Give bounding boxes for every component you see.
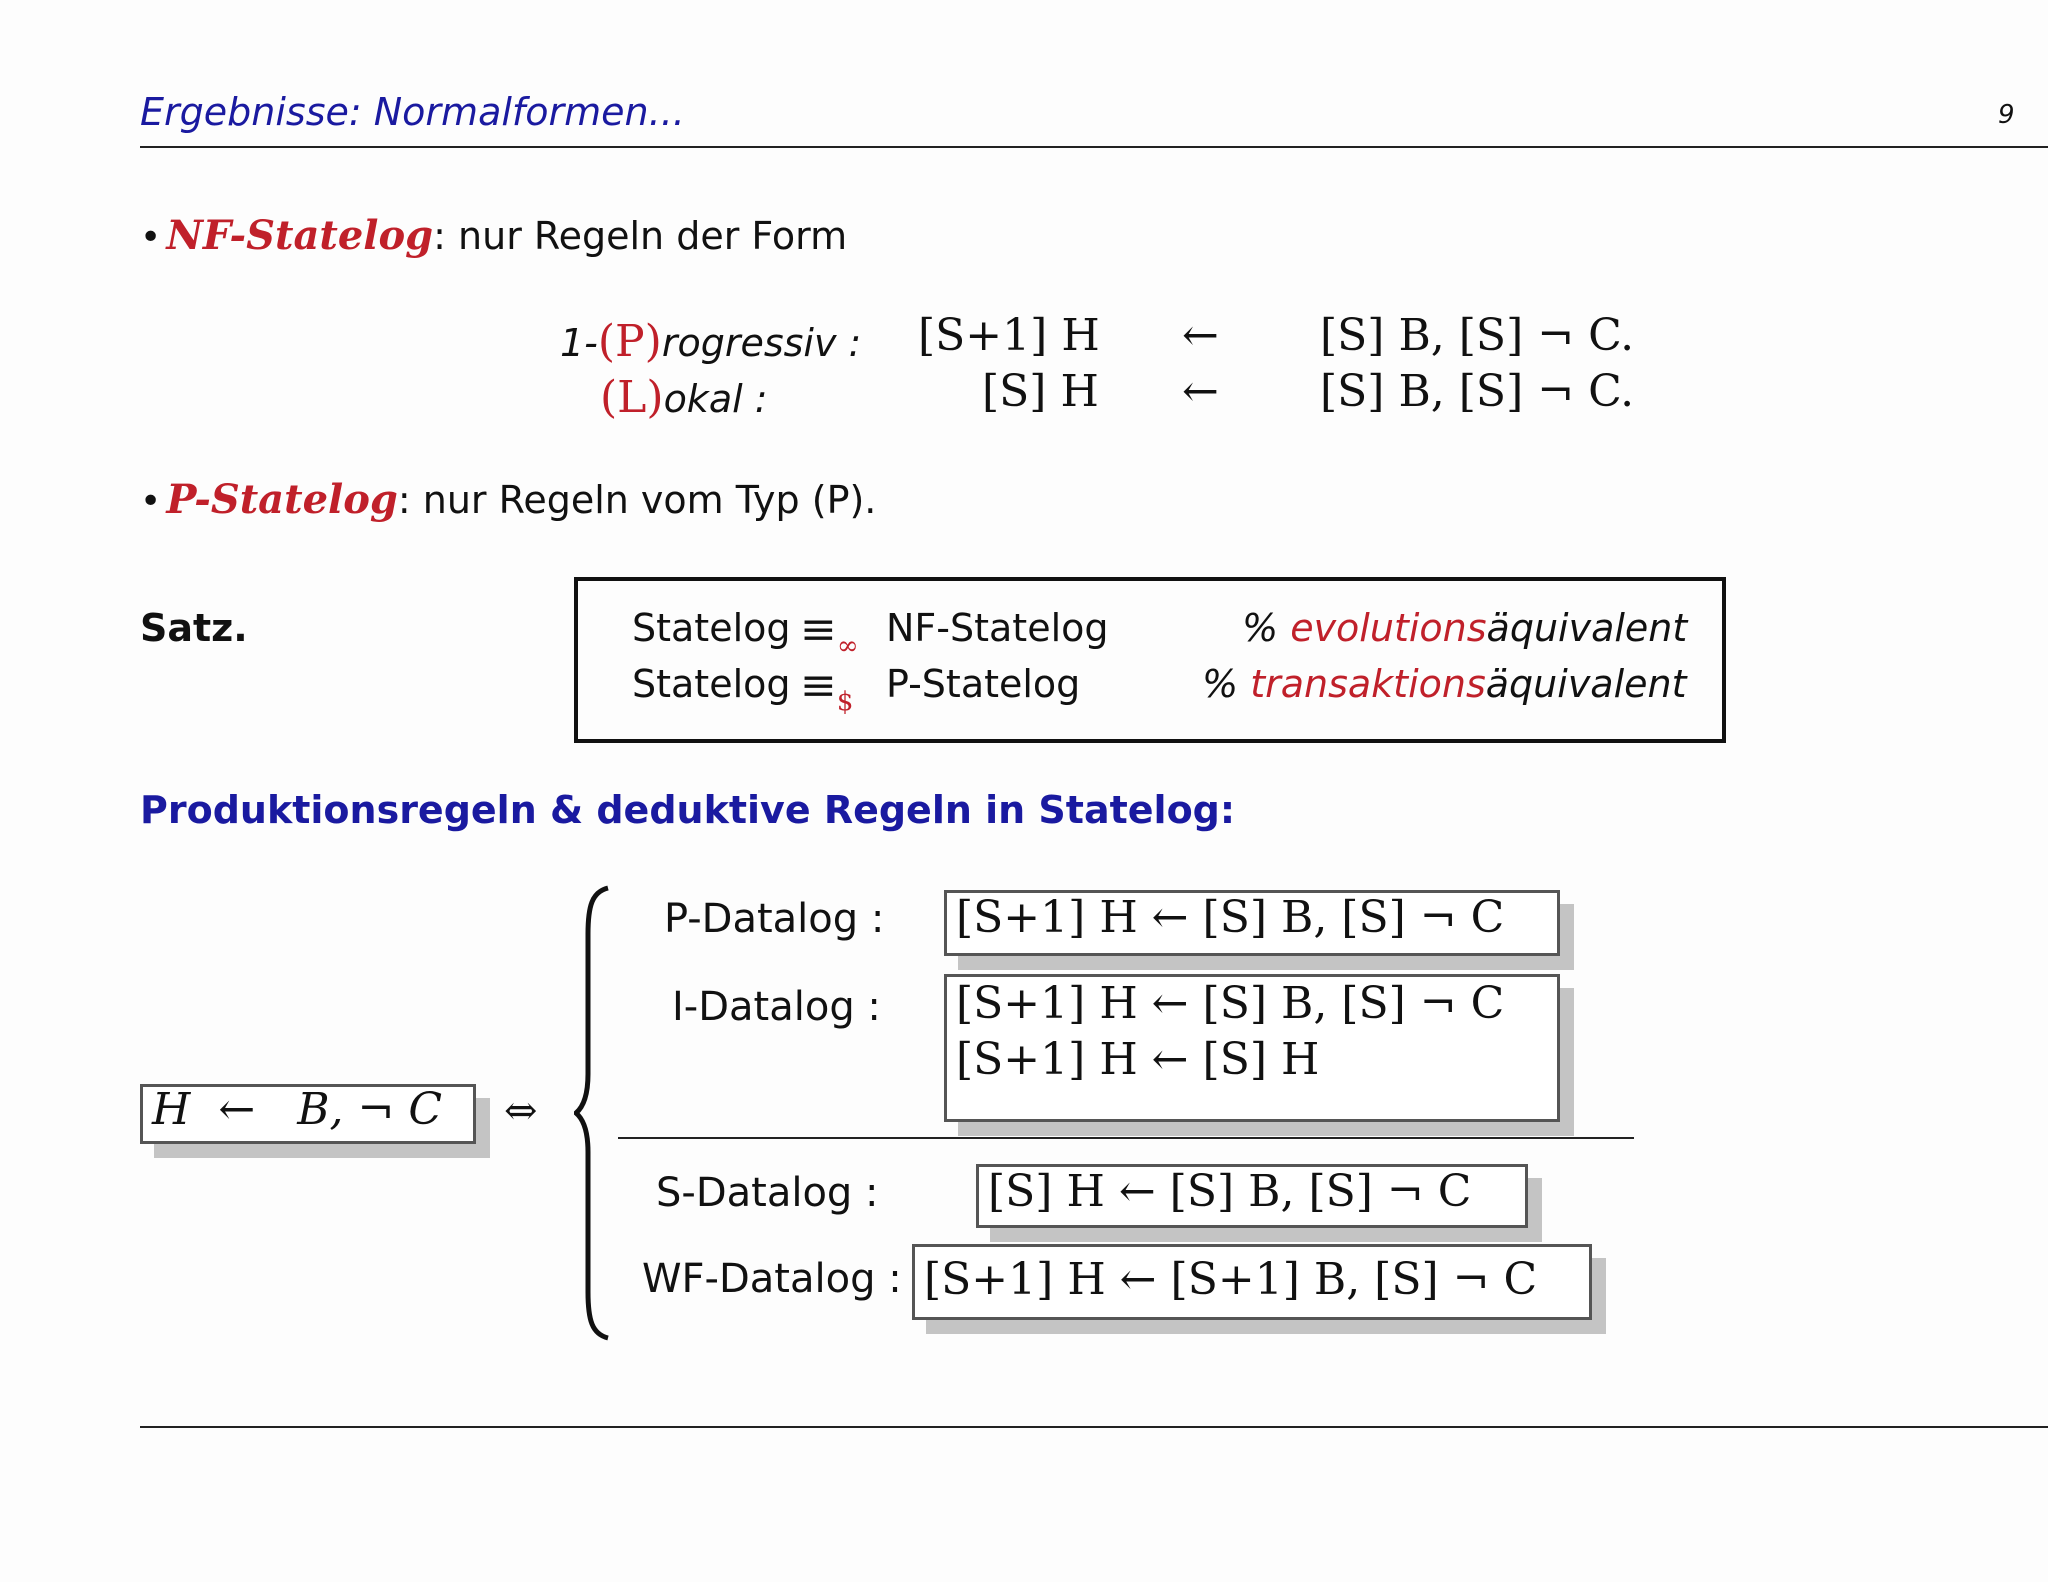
bullet-term: P-Statelog <box>166 476 398 523</box>
s-datalog-rule: [S] H ← [S] B, [S] ¬ C <box>988 1166 1472 1217</box>
rule-local-body: [S] B, [S] ¬ C. <box>1320 366 1635 417</box>
i-datalog-label: I-Datalog : <box>672 984 881 1030</box>
datalog-separator <box>618 1137 1634 1139</box>
theorem-label: Satz. <box>140 606 248 650</box>
rule-local-head: [S] H <box>982 366 1099 417</box>
page-number: 9 <box>1998 100 2015 130</box>
wf-datalog-rule: [S+1] H ← [S+1] B, [S] ¬ C <box>924 1254 1538 1305</box>
bullet-nf-statelog <box>140 212 847 259</box>
p-datalog-label: P-Datalog : <box>664 896 885 942</box>
slide-title: Ergebnisse: Normalformen... <box>140 90 685 134</box>
theorem-row-2-comment: % transaktionsäquivalent <box>1202 662 1687 706</box>
rule-progressive-label: 1-(P)rogressiv : <box>560 316 862 367</box>
rule-local-arrow: ← <box>1182 366 1219 417</box>
section-heading: Produktionsregeln & deduktive Regeln in Statelog: <box>140 788 1236 832</box>
i-datalog-rule-1: [S+1] H ← [S] B, [S] ¬ C <box>956 978 1505 1029</box>
theorem-row-1-comment: % evolutionsäquivalent <box>1242 606 1688 650</box>
theorem-row-2-left: Statelog <box>632 662 791 706</box>
theorem-row-2-right: P-Statelog <box>886 662 1081 706</box>
wf-datalog-label: WF-Datalog : <box>642 1256 902 1302</box>
bullet-p-statelog <box>140 476 876 523</box>
theorem-row-2-equiv: $\equiv_{\$}$ <box>800 660 854 717</box>
bullet-text: : nur Regeln der Form <box>433 214 848 258</box>
rule-local-label: (L)okal : <box>600 372 768 423</box>
bullet-dot-icon: • <box>140 217 162 258</box>
theorem-box <box>574 577 1726 743</box>
rule-progressive-body: [S] B, [S] ¬ C. <box>1320 310 1635 361</box>
i-datalog-rule-2: [S+1] H ← [S] H <box>956 1034 1320 1085</box>
left-brace-icon <box>574 884 614 1342</box>
plain-rule: H ← B, ¬ C <box>152 1084 443 1135</box>
p-datalog-rule: [S+1] H ← [S] B, [S] ¬ C <box>956 892 1505 943</box>
footer-rule <box>140 1426 2048 1428</box>
rule-progressive-head: [S+1] H <box>918 310 1100 361</box>
theorem-row-1-equiv: $\equiv_\infty$ <box>800 604 859 661</box>
header-rule <box>140 146 2048 148</box>
bullet-dot-icon: • <box>140 481 162 522</box>
s-datalog-label: S-Datalog : <box>656 1170 879 1216</box>
rule-progressive-arrow: ← <box>1182 310 1219 361</box>
bullet-text: : nur Regeln vom Typ (P). <box>397 478 877 522</box>
theorem-row-1-left: Statelog <box>632 606 791 650</box>
theorem-row-1-right: NF-Statelog <box>886 606 1109 650</box>
bullet-term: NF-Statelog <box>166 212 434 259</box>
equivalence-symbol: ⇔ <box>504 1088 538 1134</box>
